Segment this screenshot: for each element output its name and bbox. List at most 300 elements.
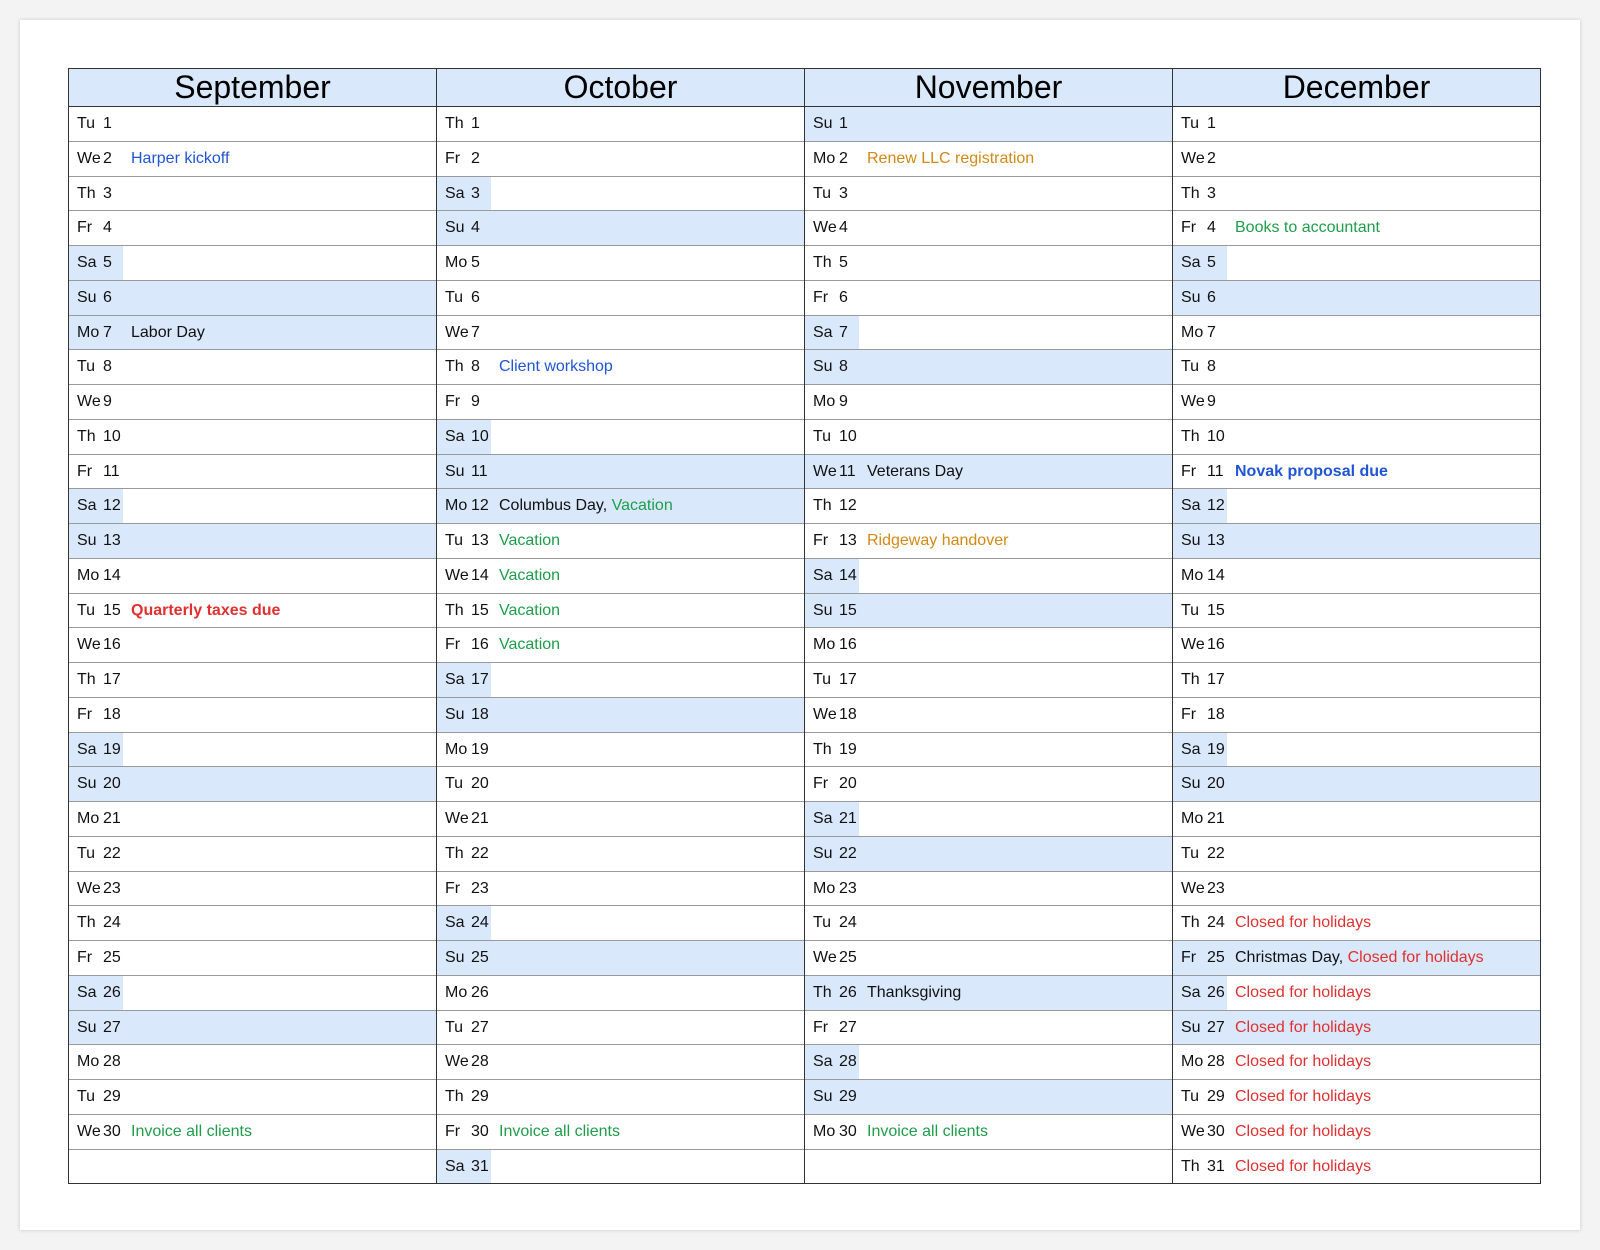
- day-cell[interactable]: [69, 350, 436, 385]
- day-cell[interactable]: [805, 663, 1172, 698]
- day-cell[interactable]: [805, 594, 1172, 629]
- day-number: 29: [1207, 1088, 1225, 1105]
- event-label[interactable]: Invoice all clients: [867, 1122, 988, 1140]
- day-cell[interactable]: [805, 350, 1172, 385]
- day-cell[interactable]: [437, 142, 804, 177]
- day-number: 5: [839, 254, 848, 271]
- day-cell[interactable]: [437, 698, 804, 733]
- day-of-week: Su: [1181, 532, 1201, 549]
- day-cell[interactable]: [1173, 802, 1540, 837]
- day-cell[interactable]: [69, 107, 436, 142]
- day-cell[interactable]: [69, 489, 436, 524]
- month-column-october: [437, 68, 805, 1184]
- day-cell[interactable]: [805, 177, 1172, 212]
- day-number: 3: [103, 184, 112, 202]
- day-number: 13: [471, 532, 489, 549]
- day-of-week: Sa: [813, 810, 833, 827]
- day-cell[interactable]: [1173, 559, 1540, 594]
- event-list: [131, 1123, 252, 1141]
- day-number: 21: [1207, 810, 1225, 827]
- day-of-week: Sa: [1181, 497, 1201, 515]
- day-cell[interactable]: [1173, 350, 1540, 385]
- day-cell[interactable]: [805, 802, 1172, 837]
- day-of-week: Fr: [813, 1018, 829, 1036]
- event-list: [499, 532, 560, 550]
- day-of-week: Th: [77, 427, 96, 445]
- holiday-label[interactable]: Labor Day: [131, 323, 205, 341]
- day-cell[interactable]: [805, 420, 1172, 455]
- day-of-week: Fr: [445, 879, 461, 897]
- day-cell[interactable]: [1173, 976, 1540, 1011]
- day-cell[interactable]: [437, 385, 804, 420]
- day-of-week: Tu: [1181, 844, 1200, 862]
- event-label[interactable]: Closed for holidays: [1347, 949, 1484, 966]
- day-cell[interactable]: [1173, 316, 1540, 351]
- day-cell[interactable]: [69, 281, 436, 316]
- day-cell[interactable]: [1173, 1080, 1540, 1115]
- day-of-week: We: [1181, 879, 1205, 897]
- day-of-week: Fr: [1181, 705, 1197, 723]
- day-number: 2: [1207, 149, 1216, 167]
- day-cell[interactable]: [437, 316, 804, 351]
- day-cell[interactable]: [1173, 872, 1540, 907]
- event-list: [499, 358, 613, 376]
- day-of-week: Sa: [1181, 983, 1201, 1001]
- day-cell[interactable]: [1173, 767, 1540, 802]
- day-cell[interactable]: [437, 524, 804, 559]
- day-cell[interactable]: [437, 1045, 804, 1080]
- day-number: 11: [1207, 462, 1224, 480]
- day-cell[interactable]: [69, 767, 436, 802]
- day-number: 5: [471, 254, 480, 271]
- day-cell[interactable]: [437, 976, 804, 1011]
- day-cell[interactable]: [805, 211, 1172, 246]
- day-number: 30: [471, 1122, 489, 1140]
- day-cell[interactable]: [1173, 698, 1540, 733]
- event-label[interactable]: Closed for holidays: [1235, 1157, 1372, 1175]
- day-cell[interactable]: [437, 663, 804, 698]
- day-of-week: Sa: [445, 427, 465, 445]
- day-of-week: Sa: [813, 566, 833, 584]
- event-label[interactable]: Closed for holidays: [1235, 1088, 1372, 1105]
- event-list: [1235, 1158, 1371, 1176]
- day-of-week: Th: [813, 254, 832, 271]
- day-of-week: We: [813, 462, 837, 480]
- day-cell[interactable]: [69, 628, 436, 663]
- day-cell[interactable]: [805, 1011, 1172, 1046]
- day-number: 28: [103, 1053, 121, 1071]
- day-cell[interactable]: [1173, 906, 1540, 941]
- day-of-week: Fr: [77, 219, 93, 237]
- day-of-week: Th: [77, 184, 96, 202]
- event-label[interactable]: Vacation: [499, 566, 561, 584]
- day-number: 18: [471, 705, 489, 723]
- day-cell[interactable]: [805, 1080, 1172, 1115]
- day-number: 14: [471, 566, 489, 584]
- day-number: 6: [471, 288, 480, 306]
- day-cell[interactable]: [437, 281, 804, 316]
- day-cell[interactable]: [1173, 524, 1540, 559]
- day-cell[interactable]: [69, 802, 436, 837]
- day-number: 3: [471, 184, 480, 202]
- holiday-label[interactable]: Veterans Day: [867, 462, 964, 480]
- day-of-week: Tu: [77, 601, 96, 619]
- day-number: 7: [839, 323, 848, 341]
- day-cell[interactable]: [69, 420, 436, 455]
- day-cell[interactable]: [805, 455, 1172, 490]
- day-number: 31: [1207, 1157, 1225, 1175]
- day-of-week: Su: [77, 532, 97, 549]
- day-of-week: Fr: [1181, 949, 1197, 966]
- day-cell[interactable]: [1173, 1115, 1540, 1150]
- day-number: 2: [471, 149, 480, 167]
- day-cell[interactable]: [437, 802, 804, 837]
- day-of-week: Sa: [445, 184, 465, 202]
- holiday-label[interactable]: Columbus Day: [499, 497, 603, 515]
- day-number: 7: [1207, 323, 1216, 341]
- day-cell[interactable]: [805, 941, 1172, 976]
- day-cell[interactable]: [1173, 628, 1540, 663]
- event-list: [499, 567, 560, 585]
- day-number: 25: [1207, 949, 1225, 966]
- day-number: 9: [471, 393, 480, 410]
- event-label[interactable]: Invoice all clients: [131, 1122, 252, 1140]
- day-number: 26: [103, 983, 121, 1001]
- day-of-week: Th: [813, 740, 832, 758]
- day-number: 16: [1207, 636, 1225, 654]
- day-cell[interactable]: [805, 837, 1172, 872]
- event-list: [867, 532, 1008, 550]
- event-list: [1235, 219, 1380, 237]
- day-number: 15: [1207, 601, 1225, 619]
- day-of-week: Mo: [77, 566, 100, 584]
- event-label[interactable]: Closed for holidays: [1235, 983, 1372, 1001]
- day-of-week: We: [813, 219, 837, 237]
- event-list: [499, 602, 560, 620]
- day-number: 23: [103, 879, 121, 897]
- day-cell[interactable]: [1173, 211, 1540, 246]
- day-number: 20: [1207, 775, 1225, 793]
- day-of-week: Fr: [77, 462, 93, 480]
- day-cell[interactable]: [1173, 177, 1540, 212]
- day-cell[interactable]: [1173, 941, 1540, 976]
- event-label[interactable]: Closed for holidays: [1235, 1053, 1372, 1071]
- day-of-week: Su: [1181, 775, 1201, 793]
- event-separator: ,: [602, 497, 612, 515]
- day-cell[interactable]: [805, 559, 1172, 594]
- day-of-week: We: [445, 323, 469, 341]
- event-label[interactable]: Renew LLC registration: [867, 149, 1035, 167]
- day-number: 1: [839, 115, 848, 132]
- day-of-week: Mo: [1181, 566, 1204, 584]
- day-number: 26: [471, 983, 489, 1001]
- day-of-week: We: [445, 566, 469, 584]
- holiday-label[interactable]: Christmas Day: [1235, 949, 1339, 966]
- day-cell[interactable]: [805, 906, 1172, 941]
- day-cell[interactable]: [805, 1115, 1172, 1150]
- day-cell[interactable]: [805, 107, 1172, 142]
- event-label[interactable]: Books to accountant: [1235, 219, 1380, 237]
- day-number: 27: [1207, 1018, 1225, 1036]
- day-cell[interactable]: [805, 489, 1172, 524]
- day-cell[interactable]: [437, 837, 804, 872]
- day-cell[interactable]: [805, 281, 1172, 316]
- day-of-week: Tu: [813, 671, 832, 688]
- event-label[interactable]: Quarterly taxes due: [131, 601, 281, 619]
- event-separator: ,: [1338, 949, 1348, 966]
- day-cell[interactable]: [805, 767, 1172, 802]
- day-cell[interactable]: [437, 1011, 804, 1046]
- day-cell[interactable]: [437, 246, 804, 281]
- day-number: 12: [471, 497, 489, 515]
- day-number: 19: [839, 740, 857, 758]
- day-of-week: Su: [813, 358, 833, 376]
- day-number: 24: [1207, 914, 1225, 932]
- day-cell[interactable]: [69, 246, 436, 281]
- day-cell[interactable]: [437, 733, 804, 768]
- day-cell[interactable]: [1173, 385, 1540, 420]
- day-cell[interactable]: [69, 941, 436, 976]
- day-cell[interactable]: [69, 906, 436, 941]
- day-cell[interactable]: [437, 628, 804, 663]
- day-of-week: Th: [445, 1088, 464, 1105]
- day-cell[interactable]: [437, 489, 804, 524]
- day-cell[interactable]: [1173, 594, 1540, 629]
- day-cell[interactable]: [437, 455, 804, 490]
- day-number: 14: [839, 566, 857, 584]
- day-of-week: Tu: [77, 1088, 96, 1105]
- day-cell[interactable]: [437, 177, 804, 212]
- day-number: 29: [471, 1088, 489, 1105]
- event-label[interactable]: Client workshop: [499, 358, 613, 376]
- day-of-week: Th: [813, 983, 832, 1001]
- day-cell[interactable]: [805, 1045, 1172, 1080]
- day-number: 17: [1207, 671, 1225, 688]
- event-label[interactable]: Closed for holidays: [1235, 914, 1372, 932]
- day-cell[interactable]: [1173, 455, 1540, 490]
- day-of-week: Fr: [445, 149, 461, 167]
- day-cell[interactable]: [69, 316, 436, 351]
- day-of-week: We: [1181, 393, 1205, 410]
- day-cell[interactable]: [805, 142, 1172, 177]
- day-number: 22: [839, 844, 857, 862]
- day-cell[interactable]: [437, 1080, 804, 1115]
- event-label[interactable]: Novak proposal due: [1235, 462, 1388, 480]
- day-cell[interactable]: [69, 142, 436, 177]
- event-label[interactable]: Ridgeway handover: [867, 532, 1009, 549]
- day-number: 24: [103, 914, 121, 932]
- day-of-week: Th: [1181, 914, 1200, 932]
- day-cell[interactable]: [805, 628, 1172, 663]
- day-cell[interactable]: [69, 733, 436, 768]
- day-cell[interactable]: [437, 350, 804, 385]
- day-cell[interactable]: [805, 698, 1172, 733]
- day-of-week: Tu: [445, 532, 464, 549]
- day-cell[interactable]: [69, 177, 436, 212]
- day-cell[interactable]: [69, 211, 436, 246]
- day-of-week: Tu: [1181, 115, 1200, 132]
- day-number: 16: [471, 636, 489, 654]
- day-number: 13: [1207, 532, 1225, 549]
- day-cell[interactable]: [805, 733, 1172, 768]
- day-cell[interactable]: [69, 524, 436, 559]
- day-of-week: Th: [445, 358, 464, 376]
- event-label[interactable]: Vacation: [499, 636, 561, 654]
- day-number: 31: [471, 1157, 489, 1175]
- day-number: 15: [471, 601, 489, 619]
- day-cell[interactable]: [437, 559, 804, 594]
- event-list: [1235, 949, 1484, 967]
- day-cell[interactable]: [437, 872, 804, 907]
- day-of-week: Mo: [813, 1122, 836, 1140]
- day-cell[interactable]: [1173, 281, 1540, 316]
- day-cell[interactable]: [69, 663, 436, 698]
- day-number: 18: [1207, 705, 1225, 723]
- day-of-week: Su: [813, 1088, 833, 1105]
- day-cell[interactable]: [69, 872, 436, 907]
- day-number: 21: [471, 810, 489, 827]
- day-cell[interactable]: [1173, 1011, 1540, 1046]
- day-number: 17: [103, 671, 121, 688]
- day-cell[interactable]: [1173, 420, 1540, 455]
- day-of-week: Fr: [1181, 462, 1197, 480]
- day-cell[interactable]: [69, 455, 436, 490]
- day-of-week: Th: [1181, 1157, 1200, 1175]
- day-number: 11: [103, 462, 120, 480]
- day-cell[interactable]: [1173, 246, 1540, 281]
- day-of-week: Mo: [1181, 1053, 1204, 1071]
- day-cell[interactable]: [1173, 489, 1540, 524]
- day-number: 8: [1207, 358, 1216, 376]
- day-number: 24: [471, 914, 489, 932]
- day-number: 18: [839, 705, 857, 723]
- day-cell[interactable]: [1173, 1150, 1540, 1185]
- day-of-week: Th: [813, 497, 832, 515]
- day-cell[interactable]: [805, 385, 1172, 420]
- day-number: 1: [103, 115, 112, 132]
- day-cell[interactable]: [437, 941, 804, 976]
- day-number: 12: [103, 497, 121, 515]
- day-of-week: Su: [813, 115, 833, 132]
- day-cell[interactable]: [805, 976, 1172, 1011]
- day-number: 10: [839, 427, 857, 445]
- day-cell[interactable]: [437, 420, 804, 455]
- day-cell[interactable]: [69, 385, 436, 420]
- day-number: 11: [839, 462, 856, 480]
- event-label[interactable]: Vacation: [499, 601, 561, 619]
- day-number: 29: [839, 1088, 857, 1105]
- event-label[interactable]: Closed for holidays: [1235, 1018, 1372, 1036]
- day-of-week: Mo: [813, 393, 836, 410]
- day-number: 23: [839, 879, 857, 897]
- day-cell[interactable]: [69, 1045, 436, 1080]
- day-number: 9: [839, 393, 848, 410]
- day-of-week: We: [445, 810, 469, 827]
- day-number: 3: [839, 184, 848, 202]
- day-of-week: Mo: [813, 636, 836, 654]
- day-cell[interactable]: [1173, 733, 1540, 768]
- day-of-week: Tu: [813, 914, 832, 932]
- day-cell[interactable]: [437, 767, 804, 802]
- event-label[interactable]: Invoice all clients: [499, 1122, 620, 1140]
- day-of-week: Mo: [445, 497, 468, 515]
- day-of-week: Th: [1181, 427, 1200, 445]
- day-cell[interactable]: [437, 211, 804, 246]
- event-list: [131, 602, 280, 620]
- day-of-week: Th: [77, 671, 96, 688]
- day-number: 14: [1207, 566, 1225, 584]
- day-of-week: Fr: [445, 393, 461, 410]
- day-cell[interactable]: [69, 594, 436, 629]
- day-cell[interactable]: [69, 559, 436, 594]
- day-number: 23: [471, 879, 489, 897]
- day-cell[interactable]: [69, 837, 436, 872]
- day-of-week: Th: [445, 844, 464, 862]
- day-of-week: Su: [445, 705, 465, 723]
- event-label[interactable]: Vacation: [499, 532, 561, 549]
- day-of-week: Mo: [445, 740, 468, 758]
- day-cell[interactable]: [437, 594, 804, 629]
- day-number: 14: [103, 566, 121, 584]
- day-number: 27: [839, 1018, 857, 1036]
- day-cell[interactable]: [1173, 107, 1540, 142]
- day-cell[interactable]: [437, 906, 804, 941]
- day-of-week: Tu: [77, 115, 96, 132]
- day-cell[interactable]: [437, 107, 804, 142]
- day-cell[interactable]: [69, 976, 436, 1011]
- day-number: 2: [103, 149, 112, 167]
- day-cell[interactable]: [805, 316, 1172, 351]
- day-cell[interactable]: [437, 1115, 804, 1150]
- day-cell[interactable]: [69, 1115, 436, 1150]
- day-cell[interactable]: [69, 1011, 436, 1046]
- day-cell[interactable]: [805, 872, 1172, 907]
- event-list: [1235, 1019, 1371, 1037]
- day-cell[interactable]: [1173, 837, 1540, 872]
- day-number: 25: [471, 949, 489, 966]
- day-cell[interactable]: [805, 524, 1172, 559]
- day-of-week: Fr: [445, 1122, 461, 1140]
- month-header: October: [437, 68, 804, 107]
- day-of-week: Th: [1181, 184, 1200, 202]
- day-of-week: We: [1181, 1122, 1205, 1140]
- day-number: 28: [471, 1053, 489, 1071]
- event-list: [867, 1123, 988, 1141]
- holiday-label[interactable]: Thanksgiving: [867, 983, 962, 1001]
- day-cell[interactable]: [1173, 663, 1540, 698]
- day-number: 1: [1207, 115, 1216, 132]
- day-cell[interactable]: [69, 698, 436, 733]
- event-label[interactable]: Vacation: [611, 497, 673, 515]
- event-label[interactable]: Closed for holidays: [1235, 1122, 1372, 1140]
- month-column-december: [1173, 68, 1541, 1184]
- day-number: 8: [839, 358, 848, 376]
- day-of-week: We: [77, 879, 101, 897]
- day-number: 16: [839, 636, 857, 654]
- event-label[interactable]: Harper kickoff: [131, 149, 230, 167]
- day-number: 10: [471, 427, 489, 445]
- day-cell[interactable]: [69, 1080, 436, 1115]
- day-cell[interactable]: [437, 1150, 804, 1185]
- day-cell[interactable]: [1173, 142, 1540, 177]
- day-of-week: Sa: [77, 497, 97, 515]
- event-list: [131, 324, 205, 342]
- event-list: [499, 1123, 620, 1141]
- day-cell[interactable]: [805, 246, 1172, 281]
- day-of-week: Su: [445, 949, 465, 966]
- day-of-week: Su: [77, 1018, 97, 1036]
- day-cell[interactable]: [1173, 1045, 1540, 1080]
